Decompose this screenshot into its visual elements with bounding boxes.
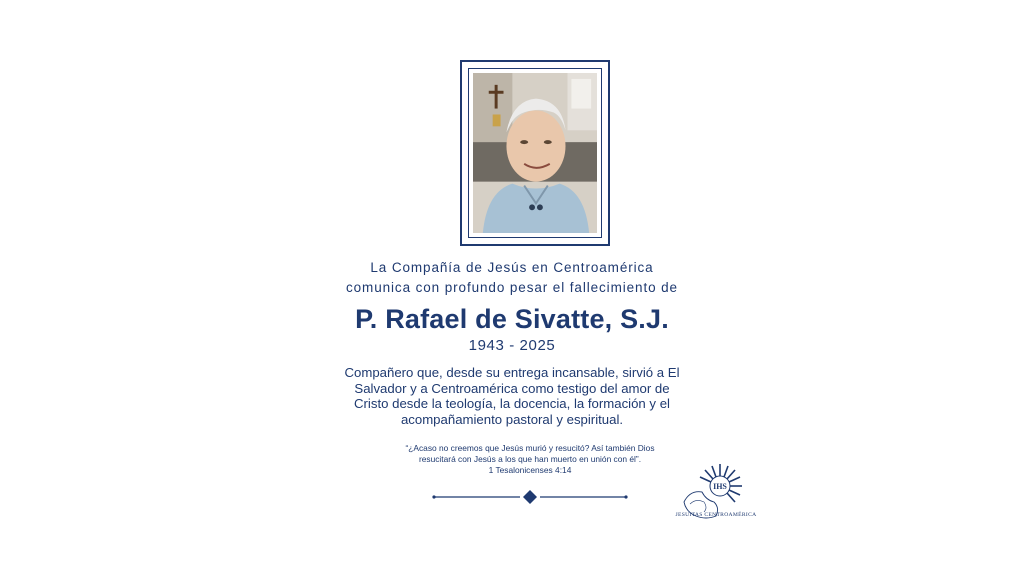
life-years: 1943 - 2025 <box>468 337 556 354</box>
scripture-quote <box>330 443 730 475</box>
portrait-frame <box>460 60 610 246</box>
quote-line: resucitará con Jesús a los que han muerto en unión con él”. <box>418 453 642 464</box>
announcement-line-2: comunica con profundo pesar el fallecimiento de <box>346 280 678 295</box>
portrait-inner-border <box>468 68 602 238</box>
tribute-line: Cristo desde la teología, la docencia, la formación y el <box>354 396 670 412</box>
tribute-text <box>312 365 712 427</box>
quote-line: “¿Acaso no creemos que Jesús murió y resucitó? Así también Dios <box>405 443 655 453</box>
logo-monogram: IHS <box>713 482 727 491</box>
divider-ornament <box>432 488 628 506</box>
portrait-illustration <box>473 73 597 233</box>
deceased-name: P. Rafael de Sivatte, S.J. <box>355 304 669 334</box>
portrait-photo <box>473 73 597 233</box>
logo-caption: JESUITAS CENTROAMÉRICA <box>675 512 757 518</box>
tribute-line: acompañamiento pastoral y espiritual. <box>400 411 624 427</box>
quote-reference: 1 Tesalonicenses 4:14 <box>488 464 572 475</box>
tribute-line: Compañero que, desde su entrega incansable, sirvió a El <box>344 365 680 380</box>
tribute-line: Salvador y a Centroamérica como testigo del amor de <box>354 380 670 396</box>
announcement-line-1: La Compañía de Jesús en Centroamérica <box>370 260 654 275</box>
